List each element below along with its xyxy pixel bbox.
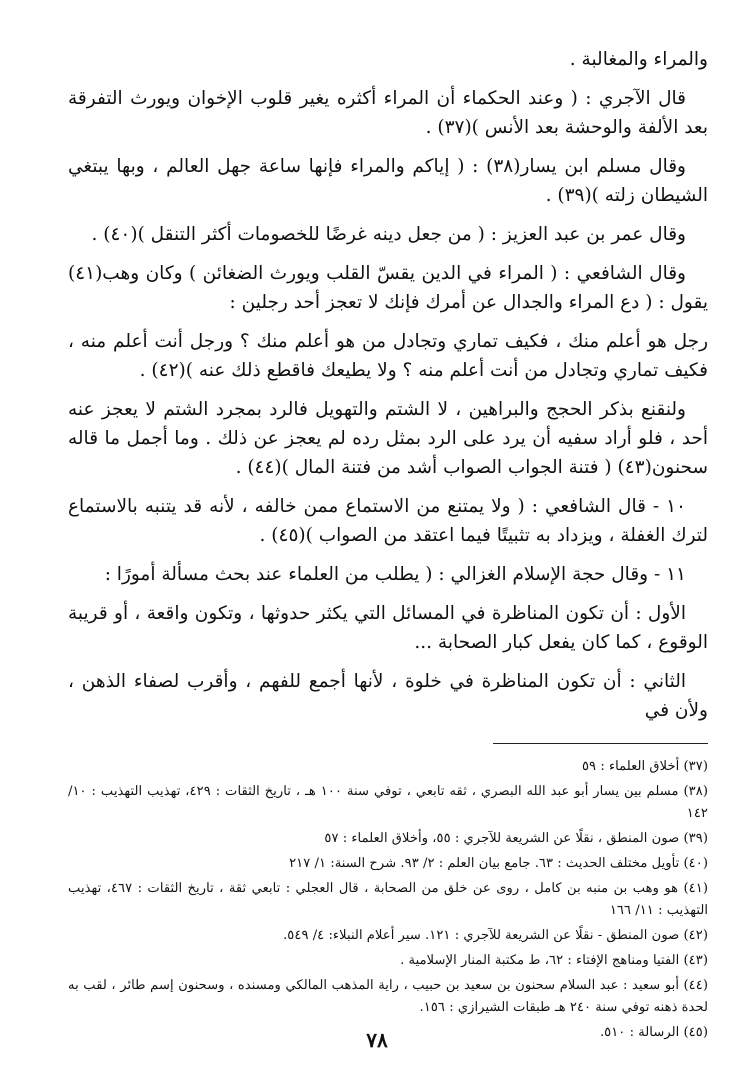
footnote: (٤٢) صون المنطق - نقلًا عن الشريعة للآجري : ١٢١. سير أعلام النبلاء: ٤/ ٥٤٩. — [283, 928, 708, 943]
body-paragraph: ١١ - وقال حجة الإسلام الغزالي : ( يطلب من العلماء عند بحث مسألة أمورًا : — [104, 564, 686, 585]
footnotes — [68, 756, 708, 1044]
page-number: ٧٨ — [366, 1028, 388, 1052]
page-body — [68, 45, 708, 1047]
footnote-divider — [493, 743, 708, 744]
body-paragraph: ١٠ - قال الشافعي : ( ولا يمتنع من الاستماع ممن خالفه ، لأنه قد يتنبه بالاستماع لترك الغفلة ، ويزداد به تثبيتًا فيما اعتقد من الصواب )(٤٥) . — [68, 496, 708, 546]
footnote: (٤٤) أبو سعيد : عبد السلام سحنون بن سعيد بن حبيب ، راية المذهب المالكي ومسنده ، وسحنون إسم طائر ، لقب به لحدة ذهنه توفي سنة ٢٤٠ هـ طبقات الشيرازي : ١٥٦. — [68, 978, 708, 1015]
footnote: (٣٧) أخلاق العلماء : ٥٩ — [581, 759, 708, 774]
body-paragraph: وقال عمر بن عبد العزيز : ( من جعل دينه غرضًا للخصومات أكثر التنقل )(٤٠) . — [91, 224, 686, 245]
body-paragraph: وقال مسلم ابن يسار(٣٨) : ( إياكم والمراء فإنها ساعة جهل العالم ، وبها يبتغي الشيطان زلته )(٣٩) . — [68, 156, 708, 206]
footnote: (٣٨) مسلم بين يسار أبو عبد الله البصري ، ثقه تابعي ، توفي سنة ١٠٠ هـ ، تاريخ الثقات : ٤٢٩، تهذيب التهذيب : ١٠/ ١٤٢ — [68, 784, 708, 821]
body-paragraph: الأول : أن تكون المناظرة في المسائل التي يكثر حدوثها ، وتكون واقعة ، أو قريبة الوقوع ، كما كان يفعل كبار الصحابة ... — [68, 603, 708, 653]
body-paragraph: قال الآجري : ( وعند الحكماء أن المراء أكثره يغير قلوب الإخوان ويورث التفرقة بعد الألفة والوحشة بعد الأنس )(٣٧) . — [68, 88, 708, 138]
footnote: (٤٠) تأويل مختلف الحديث : ٦٣. جامع بيان العلم : ٢/ ٩٣. شرح السنة: ١/ ٢١٧ — [289, 856, 708, 871]
body-paragraph: رجل هو أعلم منك ، فكيف تماري وتجادل من هو أعلم منك ؟ ورجل أنت أعلم منه ، فكيف تماري وتجادل من أنت أعلم منه ؟ ولا يطيعك فاقطع ذلك عنه )(٤٢) . — [68, 331, 708, 381]
footnote: (٤٥) الرسالة : ٥١٠. — [599, 1025, 708, 1040]
body-paragraph: وقال الشافعي : ( المراء في الدين يقسّ القلب ويورث الضغائن ) وكان وهب(٤١) يقول : ( دع المراء والجدال عن أمرك فإنك لا تعجز أحد رجلين : — [68, 263, 708, 313]
footnote: (٤١) هو وهب بن منبه بن كامل ، روى عن خلق من الصحابة ، قال العجلي : تابعي ثقة ، تاريخ الثقات : ٤٦٧، تهذيب التهذيب : ١١/ ١٦٦ — [68, 881, 708, 918]
footnote: (٤٣) الفتيا ومناهج الإفتاء : ٦٢، ط مكتبة المنار الإسلامية . — [400, 953, 708, 968]
body-paragraph: الثاني : أن تكون المناظرة في خلوة ، لأنها أجمع للفهم ، وأقرب لصفاء الذهن ، ولأن في — [68, 671, 708, 721]
footnote: (٣٩) صون المنطق ، نقلًا عن الشريعة للآجري : ٥٥، وأخلاق العلماء : ٥٧ — [324, 831, 708, 846]
body-paragraph: ولنقنع بذكر الحجج والبراهين ، لا الشتم والتهويل فالرد بمجرد الشتم لا يعجز عنه أحد ، فلو أراد سفيه أن يرد على الرد بمثل رده لم يعجز عن ذلك . وما أجمل ما قاله سحنون(٤٣) ( فتنة الجواب الصواب أشد من فتنة المال )(٤٤) . — [68, 399, 708, 478]
body-paragraph: والمراء والمغالبة . — [569, 49, 708, 70]
